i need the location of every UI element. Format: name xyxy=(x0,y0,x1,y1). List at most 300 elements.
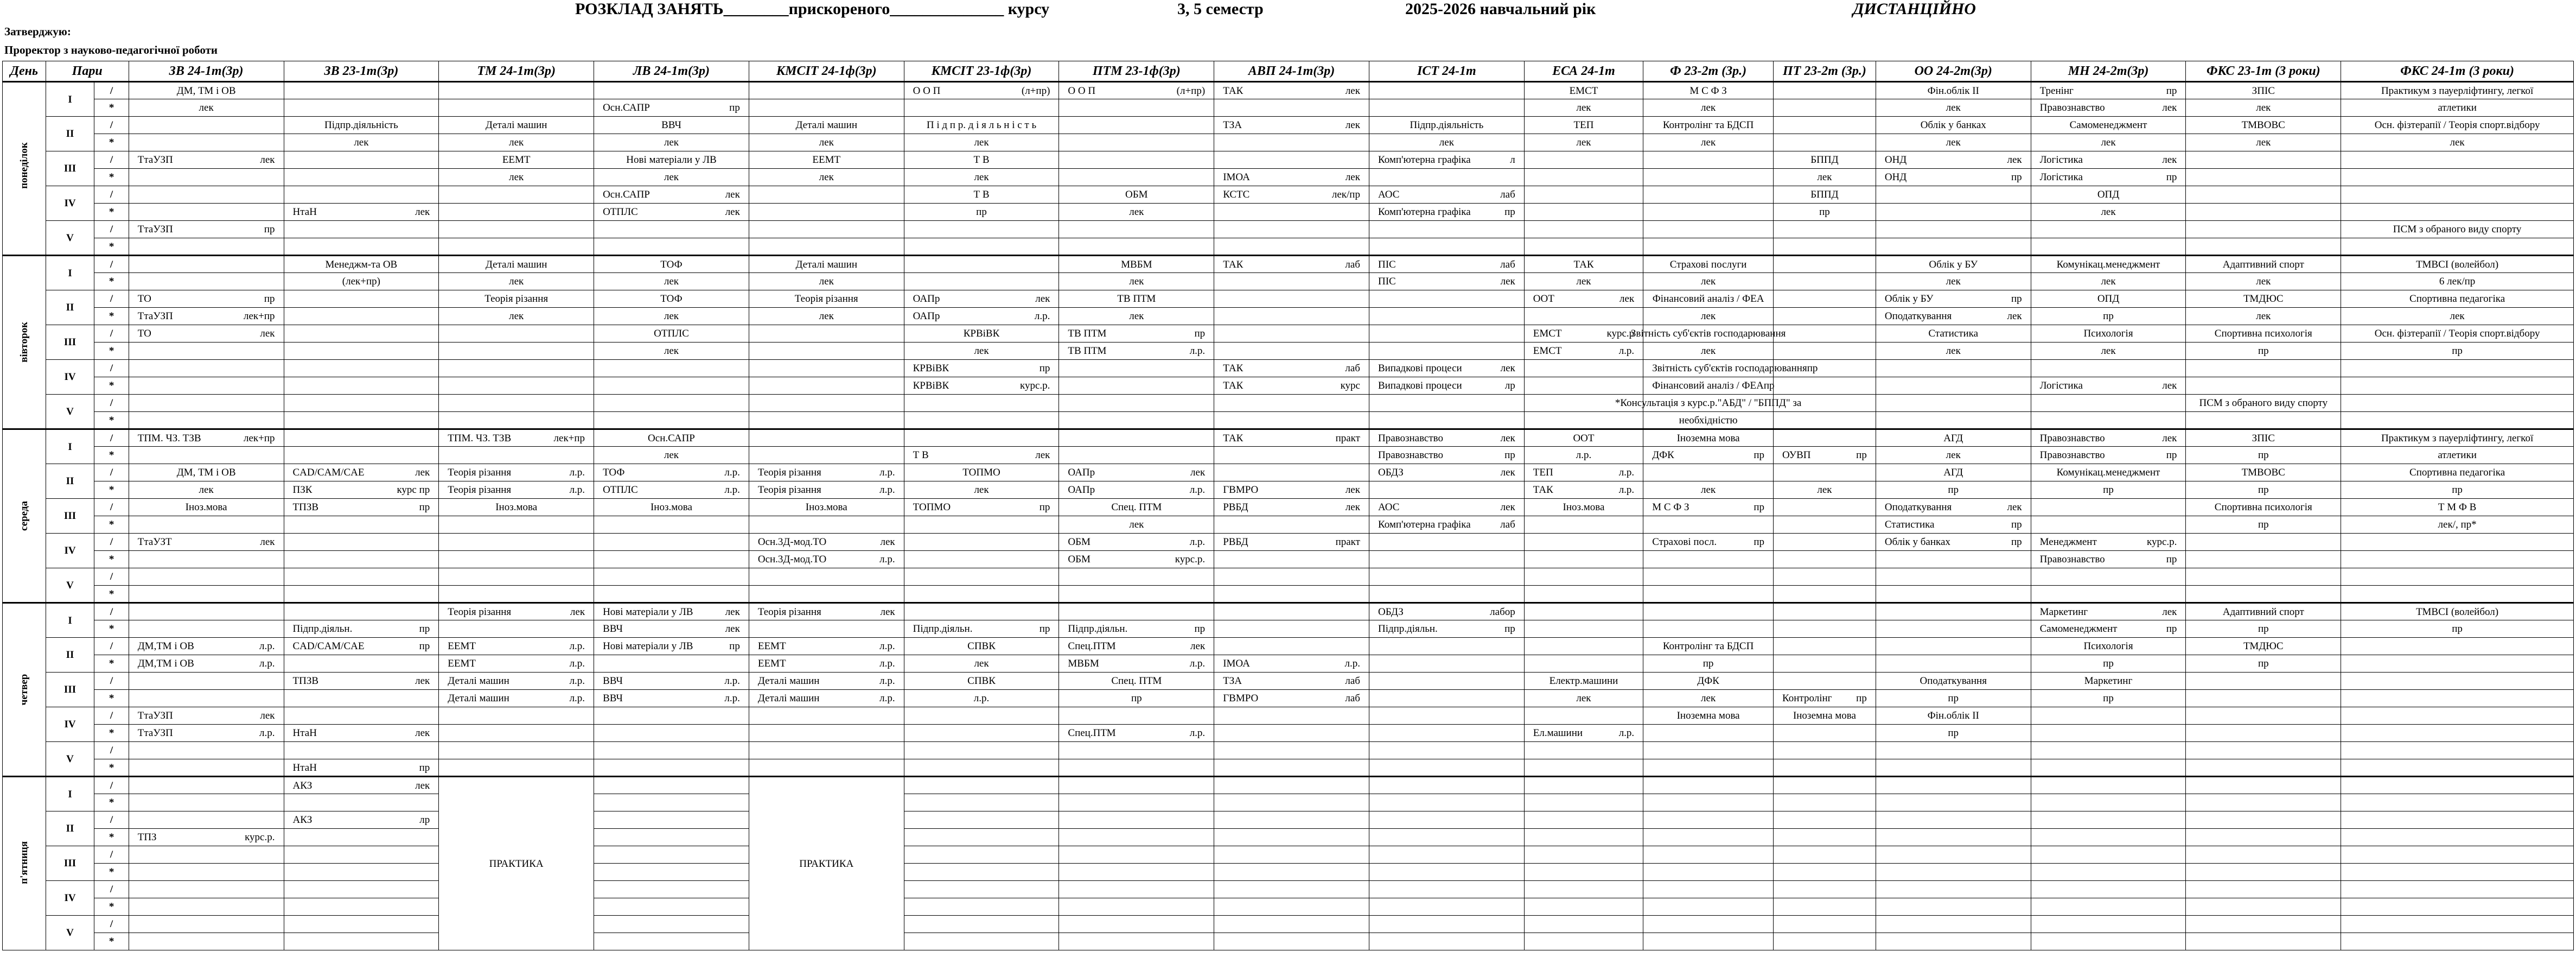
schedule-cell[interactable] xyxy=(1876,99,2031,117)
schedule-cell[interactable] xyxy=(129,933,284,950)
schedule-cell[interactable] xyxy=(1524,204,1643,221)
schedule-cell[interactable] xyxy=(1369,429,1524,447)
schedule-cell[interactable] xyxy=(2186,933,2341,950)
schedule-cell[interactable] xyxy=(129,82,284,99)
schedule-cell[interactable] xyxy=(594,534,749,551)
schedule-cell[interactable] xyxy=(1524,273,1643,290)
schedule-cell[interactable] xyxy=(1369,551,1524,568)
schedule-cell[interactable] xyxy=(594,377,749,395)
schedule-cell[interactable] xyxy=(439,412,594,429)
schedule-cell[interactable] xyxy=(594,204,749,221)
schedule-cell[interactable] xyxy=(2031,898,2186,916)
schedule-cell[interactable] xyxy=(1876,447,2031,464)
schedule-cell[interactable] xyxy=(904,117,1059,134)
schedule-cell[interactable] xyxy=(594,412,749,429)
schedule-cell[interactable] xyxy=(1059,655,1214,673)
schedule-cell[interactable] xyxy=(2031,290,2186,308)
schedule-cell[interactable] xyxy=(2341,134,2574,151)
schedule-cell[interactable] xyxy=(1774,117,1876,134)
schedule-cell[interactable] xyxy=(1059,725,1214,742)
schedule-cell[interactable] xyxy=(749,325,904,343)
schedule-cell[interactable] xyxy=(904,690,1059,707)
schedule-cell[interactable] xyxy=(904,586,1059,603)
schedule-cell[interactable] xyxy=(1059,308,1214,325)
schedule-cell[interactable] xyxy=(1369,829,1524,846)
schedule-cell[interactable] xyxy=(1059,603,1214,620)
schedule-cell[interactable] xyxy=(1369,186,1524,204)
schedule-cell[interactable] xyxy=(904,603,1059,620)
schedule-cell[interactable] xyxy=(1774,221,1876,238)
schedule-cell[interactable] xyxy=(1214,117,1369,134)
schedule-cell[interactable] xyxy=(1214,360,1369,377)
schedule-cell[interactable] xyxy=(1059,829,1214,846)
schedule-cell[interactable] xyxy=(1369,673,1524,690)
schedule-cell[interactable] xyxy=(1524,846,1643,864)
schedule-cell[interactable] xyxy=(2186,916,2341,933)
schedule-cell[interactable] xyxy=(129,377,284,395)
schedule-cell[interactable] xyxy=(2341,204,2574,221)
schedule-cell[interactable] xyxy=(1643,568,1774,586)
schedule-cell[interactable] xyxy=(284,673,439,690)
schedule-cell[interactable] xyxy=(284,829,439,846)
schedule-cell[interactable] xyxy=(749,690,904,707)
schedule-cell[interactable] xyxy=(749,151,904,169)
schedule-cell[interactable] xyxy=(1524,586,1643,603)
schedule-cell[interactable] xyxy=(1774,881,1876,898)
schedule-cell[interactable] xyxy=(2341,690,2574,707)
schedule-cell[interactable] xyxy=(1876,395,2031,412)
schedule-cell[interactable] xyxy=(1876,117,2031,134)
schedule-cell[interactable] xyxy=(129,412,284,429)
schedule-cell[interactable] xyxy=(284,898,439,916)
schedule-cell[interactable] xyxy=(284,586,439,603)
schedule-cell[interactable] xyxy=(1524,568,1643,586)
schedule-cell[interactable] xyxy=(1774,586,1876,603)
schedule-cell[interactable] xyxy=(2341,429,2574,447)
schedule-cell[interactable] xyxy=(1214,412,1369,429)
schedule-cell[interactable] xyxy=(1876,846,2031,864)
schedule-cell[interactable] xyxy=(1524,82,1643,99)
schedule-cell[interactable] xyxy=(2031,777,2186,794)
schedule-cell[interactable] xyxy=(129,725,284,742)
schedule-cell[interactable] xyxy=(1214,134,1369,151)
schedule-cell[interactable] xyxy=(1059,534,1214,551)
schedule-cell[interactable] xyxy=(1059,638,1214,655)
schedule-cell[interactable] xyxy=(1876,134,2031,151)
schedule-cell[interactable] xyxy=(2341,151,2574,169)
schedule-cell[interactable] xyxy=(1214,725,1369,742)
schedule-cell[interactable] xyxy=(439,134,594,151)
schedule-cell[interactable] xyxy=(1059,290,1214,308)
schedule-cell[interactable] xyxy=(129,256,284,273)
schedule-cell[interactable] xyxy=(1643,673,1774,690)
schedule-cell[interactable] xyxy=(1774,499,1876,516)
schedule-cell[interactable] xyxy=(2341,290,2574,308)
schedule-cell[interactable] xyxy=(2186,898,2341,916)
schedule-cell[interactable] xyxy=(2341,673,2574,690)
schedule-cell[interactable] xyxy=(1369,395,1524,412)
schedule-cell[interactable] xyxy=(284,516,439,534)
schedule-cell[interactable] xyxy=(749,742,904,759)
schedule-cell[interactable] xyxy=(1774,134,1876,151)
schedule-cell[interactable] xyxy=(749,169,904,186)
schedule-cell[interactable] xyxy=(1214,846,1369,864)
schedule-cell[interactable] xyxy=(749,82,904,99)
schedule-cell[interactable] xyxy=(284,620,439,638)
schedule-cell[interactable] xyxy=(1774,568,1876,586)
schedule-cell[interactable] xyxy=(904,395,1059,412)
schedule-cell[interactable] xyxy=(594,464,749,481)
schedule-cell[interactable] xyxy=(1369,811,1524,829)
schedule-cell[interactable] xyxy=(749,759,904,777)
schedule-cell[interactable] xyxy=(1524,186,1643,204)
schedule-cell[interactable] xyxy=(1214,499,1369,516)
schedule-cell[interactable] xyxy=(1643,134,1774,151)
schedule-cell[interactable] xyxy=(594,898,749,916)
schedule-cell[interactable] xyxy=(284,534,439,551)
schedule-cell[interactable] xyxy=(1643,811,1774,829)
schedule-cell[interactable] xyxy=(1643,412,1774,429)
schedule-cell[interactable] xyxy=(1643,620,1774,638)
schedule-cell[interactable] xyxy=(2186,221,2341,238)
schedule-cell[interactable] xyxy=(1214,794,1369,811)
schedule-cell[interactable] xyxy=(1774,308,1876,325)
schedule-cell[interactable] xyxy=(2031,151,2186,169)
schedule-cell[interactable] xyxy=(1059,360,1214,377)
schedule-cell[interactable] xyxy=(284,204,439,221)
schedule-cell[interactable] xyxy=(1524,707,1643,725)
schedule-cell[interactable] xyxy=(594,933,749,950)
schedule-cell[interactable] xyxy=(129,325,284,343)
schedule-cell[interactable] xyxy=(2186,117,2341,134)
schedule-cell[interactable] xyxy=(2031,933,2186,950)
schedule-cell[interactable] xyxy=(749,308,904,325)
schedule-cell[interactable] xyxy=(1369,499,1524,516)
schedule-cell[interactable] xyxy=(129,204,284,221)
schedule-cell[interactable] xyxy=(1774,99,1876,117)
schedule-cell[interactable] xyxy=(1876,325,2031,343)
schedule-cell[interactable] xyxy=(594,99,749,117)
schedule-cell[interactable] xyxy=(1643,499,1774,516)
schedule-cell[interactable] xyxy=(1214,516,1369,534)
schedule-cell[interactable] xyxy=(1369,377,1524,395)
schedule-cell[interactable] xyxy=(439,742,594,759)
schedule-cell[interactable] xyxy=(2031,568,2186,586)
schedule-cell[interactable] xyxy=(2186,499,2341,516)
schedule-cell[interactable] xyxy=(1369,742,1524,759)
schedule-cell[interactable] xyxy=(2341,273,2574,290)
schedule-cell[interactable] xyxy=(1774,673,1876,690)
schedule-cell[interactable] xyxy=(594,221,749,238)
schedule-cell[interactable] xyxy=(749,256,904,273)
schedule-cell[interactable] xyxy=(1059,742,1214,759)
schedule-cell[interactable] xyxy=(904,811,1059,829)
schedule-cell[interactable] xyxy=(904,864,1059,881)
schedule-cell[interactable] xyxy=(1214,82,1369,99)
schedule-cell[interactable] xyxy=(749,221,904,238)
schedule-cell[interactable] xyxy=(1774,759,1876,777)
schedule-cell[interactable] xyxy=(1524,360,1643,377)
schedule-cell[interactable] xyxy=(439,568,594,586)
schedule-cell[interactable] xyxy=(2031,429,2186,447)
schedule-cell[interactable] xyxy=(284,690,439,707)
schedule-cell[interactable] xyxy=(904,898,1059,916)
schedule-cell[interactable] xyxy=(2186,829,2341,846)
schedule-cell[interactable] xyxy=(129,586,284,603)
schedule-cell[interactable] xyxy=(2031,481,2186,499)
schedule-cell[interactable] xyxy=(1524,447,1643,464)
schedule-cell[interactable] xyxy=(1643,586,1774,603)
schedule-cell[interactable] xyxy=(1774,377,1876,395)
schedule-cell[interactable] xyxy=(1643,846,1774,864)
schedule-cell[interactable] xyxy=(2031,447,2186,464)
schedule-cell[interactable] xyxy=(1059,117,1214,134)
schedule-cell[interactable] xyxy=(594,881,749,898)
schedule-cell[interactable] xyxy=(594,273,749,290)
schedule-cell[interactable] xyxy=(904,169,1059,186)
schedule-cell[interactable] xyxy=(2341,603,2574,620)
schedule-cell[interactable] xyxy=(2186,99,2341,117)
schedule-cell[interactable] xyxy=(1059,707,1214,725)
schedule-cell[interactable] xyxy=(749,534,904,551)
schedule-cell[interactable] xyxy=(2031,325,2186,343)
schedule-cell[interactable] xyxy=(2186,464,2341,481)
schedule-cell[interactable] xyxy=(1369,759,1524,777)
schedule-cell[interactable] xyxy=(129,829,284,846)
schedule-cell[interactable] xyxy=(1369,325,1524,343)
schedule-cell[interactable] xyxy=(749,655,904,673)
schedule-cell[interactable] xyxy=(904,325,1059,343)
schedule-cell[interactable] xyxy=(2186,290,2341,308)
schedule-cell[interactable] xyxy=(1643,290,1774,308)
schedule-cell[interactable] xyxy=(1214,308,1369,325)
schedule-cell[interactable] xyxy=(594,447,749,464)
schedule-cell[interactable] xyxy=(439,273,594,290)
schedule-cell[interactable] xyxy=(2341,82,2574,99)
schedule-cell[interactable] xyxy=(749,395,904,412)
schedule-cell[interactable] xyxy=(1059,447,1214,464)
schedule-cell[interactable] xyxy=(2031,620,2186,638)
schedule-cell[interactable] xyxy=(129,620,284,638)
schedule-cell[interactable] xyxy=(1876,256,2031,273)
schedule-cell[interactable] xyxy=(1774,151,1876,169)
schedule-cell[interactable] xyxy=(2186,308,2341,325)
schedule-cell[interactable] xyxy=(1214,256,1369,273)
schedule-cell[interactable] xyxy=(439,534,594,551)
schedule-cell[interactable] xyxy=(1643,151,1774,169)
schedule-cell[interactable] xyxy=(2186,325,2341,343)
schedule-cell[interactable] xyxy=(2186,759,2341,777)
schedule-cell[interactable] xyxy=(1643,186,1774,204)
schedule-cell[interactable] xyxy=(439,169,594,186)
schedule-cell[interactable] xyxy=(1774,238,1876,256)
schedule-cell[interactable] xyxy=(284,117,439,134)
schedule-cell[interactable] xyxy=(1369,412,1524,429)
schedule-cell[interactable] xyxy=(1214,186,1369,204)
schedule-cell[interactable] xyxy=(1369,447,1524,464)
schedule-cell[interactable] xyxy=(1643,117,1774,134)
schedule-cell[interactable] xyxy=(1214,464,1369,481)
schedule-cell[interactable] xyxy=(2031,673,2186,690)
schedule-cell[interactable] xyxy=(1214,238,1369,256)
schedule-cell[interactable] xyxy=(1524,864,1643,881)
schedule-cell[interactable] xyxy=(1369,846,1524,864)
schedule-cell[interactable] xyxy=(2186,82,2341,99)
schedule-cell[interactable] xyxy=(1524,777,1643,794)
schedule-cell[interactable] xyxy=(284,256,439,273)
schedule-cell[interactable] xyxy=(2186,204,2341,221)
schedule-cell[interactable] xyxy=(904,551,1059,568)
schedule-cell[interactable] xyxy=(1643,308,1774,325)
schedule-cell[interactable] xyxy=(2341,499,2574,516)
schedule-cell[interactable] xyxy=(1369,290,1524,308)
schedule-cell[interactable] xyxy=(1643,707,1774,725)
schedule-cell[interactable] xyxy=(1214,343,1369,360)
schedule-cell[interactable] xyxy=(2186,586,2341,603)
schedule-cell[interactable] xyxy=(284,551,439,568)
schedule-cell[interactable] xyxy=(1876,673,2031,690)
schedule-cell[interactable] xyxy=(1643,603,1774,620)
schedule-cell[interactable] xyxy=(749,620,904,638)
schedule-cell[interactable] xyxy=(904,429,1059,447)
schedule-cell[interactable] xyxy=(1524,308,1643,325)
schedule-cell[interactable] xyxy=(1369,343,1524,360)
schedule-cell[interactable] xyxy=(1059,620,1214,638)
schedule-cell[interactable] xyxy=(749,117,904,134)
schedule-cell[interactable] xyxy=(2031,186,2186,204)
schedule-cell[interactable] xyxy=(2341,811,2574,829)
schedule-cell[interactable] xyxy=(1774,464,1876,481)
schedule-cell[interactable] xyxy=(594,169,749,186)
schedule-cell[interactable] xyxy=(1774,534,1876,551)
schedule-cell[interactable] xyxy=(1524,811,1643,829)
schedule-cell[interactable] xyxy=(594,568,749,586)
schedule-cell[interactable] xyxy=(2186,481,2341,499)
schedule-cell[interactable] xyxy=(1774,898,1876,916)
schedule-cell[interactable] xyxy=(1524,725,1643,742)
schedule-cell[interactable] xyxy=(1643,690,1774,707)
schedule-cell[interactable] xyxy=(1214,481,1369,499)
schedule-cell[interactable] xyxy=(1524,221,1643,238)
schedule-cell[interactable] xyxy=(129,516,284,534)
schedule-cell[interactable] xyxy=(1214,655,1369,673)
schedule-cell[interactable] xyxy=(594,238,749,256)
schedule-cell[interactable] xyxy=(2186,377,2341,395)
schedule-cell[interactable] xyxy=(284,377,439,395)
schedule-cell[interactable] xyxy=(1059,481,1214,499)
schedule-cell[interactable] xyxy=(1214,916,1369,933)
schedule-cell[interactable] xyxy=(1369,568,1524,586)
schedule-cell[interactable] xyxy=(1643,534,1774,551)
schedule-cell[interactable] xyxy=(1059,864,1214,881)
schedule-cell[interactable] xyxy=(129,481,284,499)
schedule-cell[interactable] xyxy=(1214,933,1369,950)
schedule-cell[interactable] xyxy=(594,742,749,759)
schedule-cell[interactable] xyxy=(439,551,594,568)
schedule-cell[interactable] xyxy=(2186,412,2341,429)
schedule-cell[interactable] xyxy=(284,429,439,447)
schedule-cell[interactable] xyxy=(1524,499,1643,516)
schedule-cell[interactable] xyxy=(284,638,439,655)
schedule-cell[interactable] xyxy=(904,447,1059,464)
schedule-cell[interactable] xyxy=(2031,377,2186,395)
schedule-cell[interactable] xyxy=(594,864,749,881)
schedule-cell[interactable] xyxy=(1643,881,1774,898)
schedule-cell[interactable] xyxy=(2186,846,2341,864)
schedule-cell[interactable] xyxy=(284,308,439,325)
schedule-cell[interactable] xyxy=(1774,516,1876,534)
schedule-cell[interactable] xyxy=(1876,603,2031,620)
schedule-cell[interactable] xyxy=(129,916,284,933)
schedule-cell[interactable] xyxy=(1059,673,1214,690)
schedule-cell[interactable] xyxy=(749,134,904,151)
schedule-cell[interactable] xyxy=(904,725,1059,742)
schedule-cell[interactable] xyxy=(1876,412,2031,429)
schedule-cell[interactable] xyxy=(1643,829,1774,846)
schedule-cell[interactable] xyxy=(904,794,1059,811)
schedule-cell[interactable] xyxy=(1774,325,1876,343)
schedule-cell[interactable] xyxy=(594,655,749,673)
schedule-cell[interactable] xyxy=(2186,603,2341,620)
schedule-cell[interactable] xyxy=(749,186,904,204)
schedule-cell[interactable] xyxy=(1643,551,1774,568)
schedule-cell[interactable] xyxy=(2031,308,2186,325)
schedule-cell[interactable] xyxy=(2341,447,2574,464)
schedule-cell[interactable] xyxy=(1059,204,1214,221)
schedule-cell[interactable] xyxy=(1369,707,1524,725)
schedule-cell[interactable] xyxy=(1774,846,1876,864)
schedule-cell[interactable] xyxy=(2341,933,2574,950)
schedule-cell[interactable] xyxy=(2186,725,2341,742)
schedule-cell[interactable] xyxy=(1059,811,1214,829)
schedule-cell[interactable] xyxy=(904,846,1059,864)
schedule-cell[interactable] xyxy=(1369,464,1524,481)
schedule-cell[interactable] xyxy=(2341,655,2574,673)
schedule-cell[interactable] xyxy=(2186,360,2341,377)
schedule-cell[interactable] xyxy=(129,464,284,481)
schedule-cell[interactable] xyxy=(1643,777,1774,794)
schedule-cell[interactable] xyxy=(1369,169,1524,186)
schedule-cell[interactable] xyxy=(904,534,1059,551)
schedule-cell[interactable] xyxy=(2031,551,2186,568)
schedule-cell[interactable] xyxy=(1524,551,1643,568)
schedule-cell[interactable] xyxy=(1059,586,1214,603)
schedule-cell[interactable] xyxy=(284,933,439,950)
schedule-cell[interactable] xyxy=(284,395,439,412)
schedule-cell[interactable] xyxy=(1059,916,1214,933)
schedule-cell[interactable] xyxy=(1524,673,1643,690)
schedule-cell[interactable] xyxy=(1876,655,2031,673)
schedule-cell[interactable] xyxy=(1059,551,1214,568)
schedule-cell[interactable] xyxy=(439,308,594,325)
schedule-cell[interactable] xyxy=(1369,360,1524,377)
schedule-cell[interactable] xyxy=(2341,898,2574,916)
schedule-cell[interactable] xyxy=(129,343,284,360)
schedule-cell[interactable] xyxy=(1876,916,2031,933)
schedule-cell[interactable] xyxy=(1524,99,1643,117)
schedule-cell[interactable] xyxy=(904,221,1059,238)
schedule-cell[interactable] xyxy=(904,308,1059,325)
schedule-cell[interactable] xyxy=(904,673,1059,690)
schedule-cell[interactable] xyxy=(1876,464,2031,481)
schedule-cell[interactable] xyxy=(1774,273,1876,290)
schedule-cell[interactable] xyxy=(2031,829,2186,846)
schedule-cell[interactable] xyxy=(904,638,1059,655)
schedule-cell[interactable] xyxy=(1876,499,2031,516)
schedule-cell[interactable] xyxy=(1524,655,1643,673)
schedule-cell[interactable] xyxy=(1214,273,1369,290)
schedule-cell[interactable] xyxy=(129,759,284,777)
